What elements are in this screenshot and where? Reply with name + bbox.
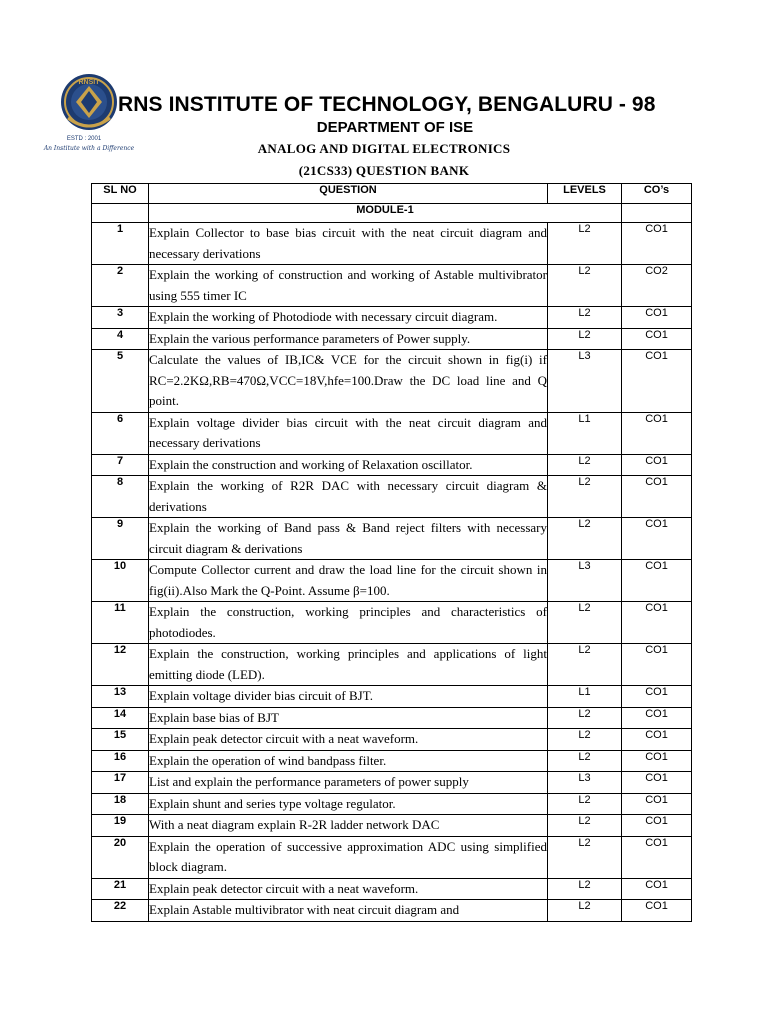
- question-cell: Explain shunt and series type voltage regulator.: [149, 793, 548, 815]
- table-row: [92, 878, 692, 900]
- level-cell: L2: [548, 707, 622, 729]
- level-cell: L2: [548, 476, 622, 518]
- level-cell: L2: [548, 454, 622, 476]
- table-row: [92, 223, 692, 265]
- question-bank-title: (21CS33) QUESTION BANK: [298, 163, 470, 178]
- sl-no-cell: 3: [92, 307, 149, 329]
- question-cell: Explain Collector to base bias circuit with the neat circuit diagram and necessary derivations: [149, 223, 548, 265]
- co-cell: CO1: [622, 350, 692, 413]
- question-cell: Explain Astable multivibrator with neat circuit diagram and: [149, 900, 548, 922]
- table-row: [92, 328, 692, 350]
- co-cell: CO1: [622, 707, 692, 729]
- co-cell: CO1: [622, 815, 692, 837]
- department-name: DEPARTMENT OF ISE: [316, 119, 474, 136]
- table-header-row: [92, 184, 692, 204]
- module-row-blank: [622, 204, 692, 223]
- co-cell: CO1: [622, 644, 692, 686]
- sl-no-cell: 8: [92, 476, 149, 518]
- table-row: [92, 476, 692, 518]
- table-row: [92, 836, 692, 878]
- table-row: [92, 707, 692, 729]
- sl-no-cell: 12: [92, 644, 149, 686]
- sl-no-cell: 22: [92, 900, 149, 922]
- level-cell: L3: [548, 560, 622, 602]
- question-cell: Explain peak detector circuit with a neat waveform.: [149, 878, 548, 900]
- sl-no-cell: 10: [92, 560, 149, 602]
- sl-no-cell: 14: [92, 707, 149, 729]
- level-cell: L2: [548, 815, 622, 837]
- co-cell: CO1: [622, 836, 692, 878]
- institute-title: RNS INSTITUTE OF TECHNOLOGY, BENGALURU - 98: [118, 93, 656, 116]
- table-row: [92, 644, 692, 686]
- level-cell: L3: [548, 772, 622, 794]
- co-cell: CO1: [622, 602, 692, 644]
- question-cell: Explain the working of R2R DAC with necessary circuit diagram & derivations: [149, 476, 548, 518]
- co-cell: CO1: [622, 518, 692, 560]
- question-cell: List and explain the performance parameters of power supply: [149, 772, 548, 794]
- question-cell: Compute Collector current and draw the load line for the circuit shown in fig(ii).Also Mark the Q-Point. Assume β=100.: [149, 560, 548, 602]
- sl-no-cell: 17: [92, 772, 149, 794]
- table-row: [92, 602, 692, 644]
- co-cell: CO1: [622, 729, 692, 751]
- question-table: [91, 183, 692, 922]
- co-cell: CO1: [622, 560, 692, 602]
- question-cell: Explain voltage divider bias circuit of BJT.: [149, 686, 548, 708]
- question-cell: Explain voltage divider bias circuit with the neat circuit diagram and necessary derivations: [149, 412, 548, 454]
- sl-no-cell: 19: [92, 815, 149, 837]
- table-row: [92, 793, 692, 815]
- level-cell: L2: [548, 644, 622, 686]
- level-cell: L2: [548, 836, 622, 878]
- column-header-levels: LEVELS: [548, 184, 622, 204]
- level-cell: L2: [548, 307, 622, 329]
- level-cell: L2: [548, 518, 622, 560]
- co-cell: CO1: [622, 750, 692, 772]
- question-cell: With a neat diagram explain R-2R ladder network DAC: [149, 815, 548, 837]
- table-row: [92, 350, 692, 413]
- co-cell: CO1: [622, 793, 692, 815]
- sl-no-cell: 20: [92, 836, 149, 878]
- sl-no-cell: 11: [92, 602, 149, 644]
- table-row: [92, 729, 692, 751]
- question-cell: Explain the construction and working of Relaxation oscillator.: [149, 454, 548, 476]
- sl-no-cell: 9: [92, 518, 149, 560]
- module-label: MODULE-1: [149, 204, 622, 223]
- level-cell: L3: [548, 350, 622, 413]
- logo-established-year: ESTD : 2001: [66, 136, 102, 142]
- co-cell: CO1: [622, 412, 692, 454]
- level-cell: L2: [548, 602, 622, 644]
- table-row: [92, 412, 692, 454]
- question-cell: Explain the construction, working principles and characteristics of photodiodes.: [149, 602, 548, 644]
- table-row: [92, 686, 692, 708]
- level-cell: L1: [548, 412, 622, 454]
- sl-no-cell: 5: [92, 350, 149, 413]
- co-cell: CO1: [622, 223, 692, 265]
- table-row: [92, 772, 692, 794]
- sl-no-cell: 1: [92, 223, 149, 265]
- question-cell: Explain the working of Photodiode with necessary circuit diagram.: [149, 307, 548, 329]
- level-cell: L2: [548, 793, 622, 815]
- question-cell: Explain base bias of BJT: [149, 707, 548, 729]
- sl-no-cell: 7: [92, 454, 149, 476]
- level-cell: L2: [548, 265, 622, 307]
- sl-no-cell: 13: [92, 686, 149, 708]
- level-cell: L2: [548, 223, 622, 265]
- table-row: [92, 307, 692, 329]
- table-row: [92, 454, 692, 476]
- co-cell: CO2: [622, 265, 692, 307]
- question-cell: Explain the working of construction and working of Astable multivibrator using 555 timer IC: [149, 265, 548, 307]
- co-cell: CO1: [622, 686, 692, 708]
- co-cell: CO1: [622, 476, 692, 518]
- co-cell: CO1: [622, 878, 692, 900]
- co-cell: CO1: [622, 454, 692, 476]
- level-cell: L2: [548, 729, 622, 751]
- question-cell: Calculate the values of IB,IC& VCE for the circuit shown in fig(i) if RC=2.2KΩ,RB=470Ω,VCC=18V,hfe=100.Draw the DC load line and Q point.: [149, 350, 548, 413]
- table-row: [92, 518, 692, 560]
- sl-no-cell: 4: [92, 328, 149, 350]
- question-cell: Explain the various performance parameters of Power supply.: [149, 328, 548, 350]
- question-cell: Explain the construction, working principles and applications of light emitting diode (LED).: [149, 644, 548, 686]
- co-cell: CO1: [622, 900, 692, 922]
- logo-tagline: An Institute with a Difference: [43, 145, 135, 152]
- table-row: [92, 815, 692, 837]
- level-cell: L2: [548, 900, 622, 922]
- table-row: [92, 750, 692, 772]
- column-header-sl-no: SL NO: [92, 184, 149, 204]
- co-cell: CO1: [622, 307, 692, 329]
- table-row: [92, 900, 692, 922]
- level-cell: L1: [548, 686, 622, 708]
- sl-no-cell: 15: [92, 729, 149, 751]
- question-cell: Explain the operation of wind bandpass filter.: [149, 750, 548, 772]
- question-cell: Explain the operation of successive approximation ADC using simplified block diagram.: [149, 836, 548, 878]
- sl-no-cell: 2: [92, 265, 149, 307]
- question-cell: Explain the working of Band pass & Band reject filters with necessary circuit diagram & derivations: [149, 518, 548, 560]
- module-row-blank: [92, 204, 149, 223]
- co-cell: CO1: [622, 772, 692, 794]
- table-row: [92, 265, 692, 307]
- table-row: [92, 560, 692, 602]
- sl-no-cell: 21: [92, 878, 149, 900]
- sl-no-cell: 6: [92, 412, 149, 454]
- question-cell: Explain peak detector circuit with a neat waveform.: [149, 729, 548, 751]
- sl-no-cell: 18: [92, 793, 149, 815]
- logo-lettering: RNSIT: [78, 79, 100, 86]
- subject-title: ANALOG AND DIGITAL ELECTRONICS: [257, 141, 511, 156]
- column-header-cos: CO’s: [622, 184, 692, 204]
- level-cell: L2: [548, 750, 622, 772]
- level-cell: L2: [548, 878, 622, 900]
- co-cell: CO1: [622, 328, 692, 350]
- module-row: [92, 204, 692, 223]
- column-header-question: QUESTION: [149, 184, 548, 204]
- level-cell: L2: [548, 328, 622, 350]
- sl-no-cell: 16: [92, 750, 149, 772]
